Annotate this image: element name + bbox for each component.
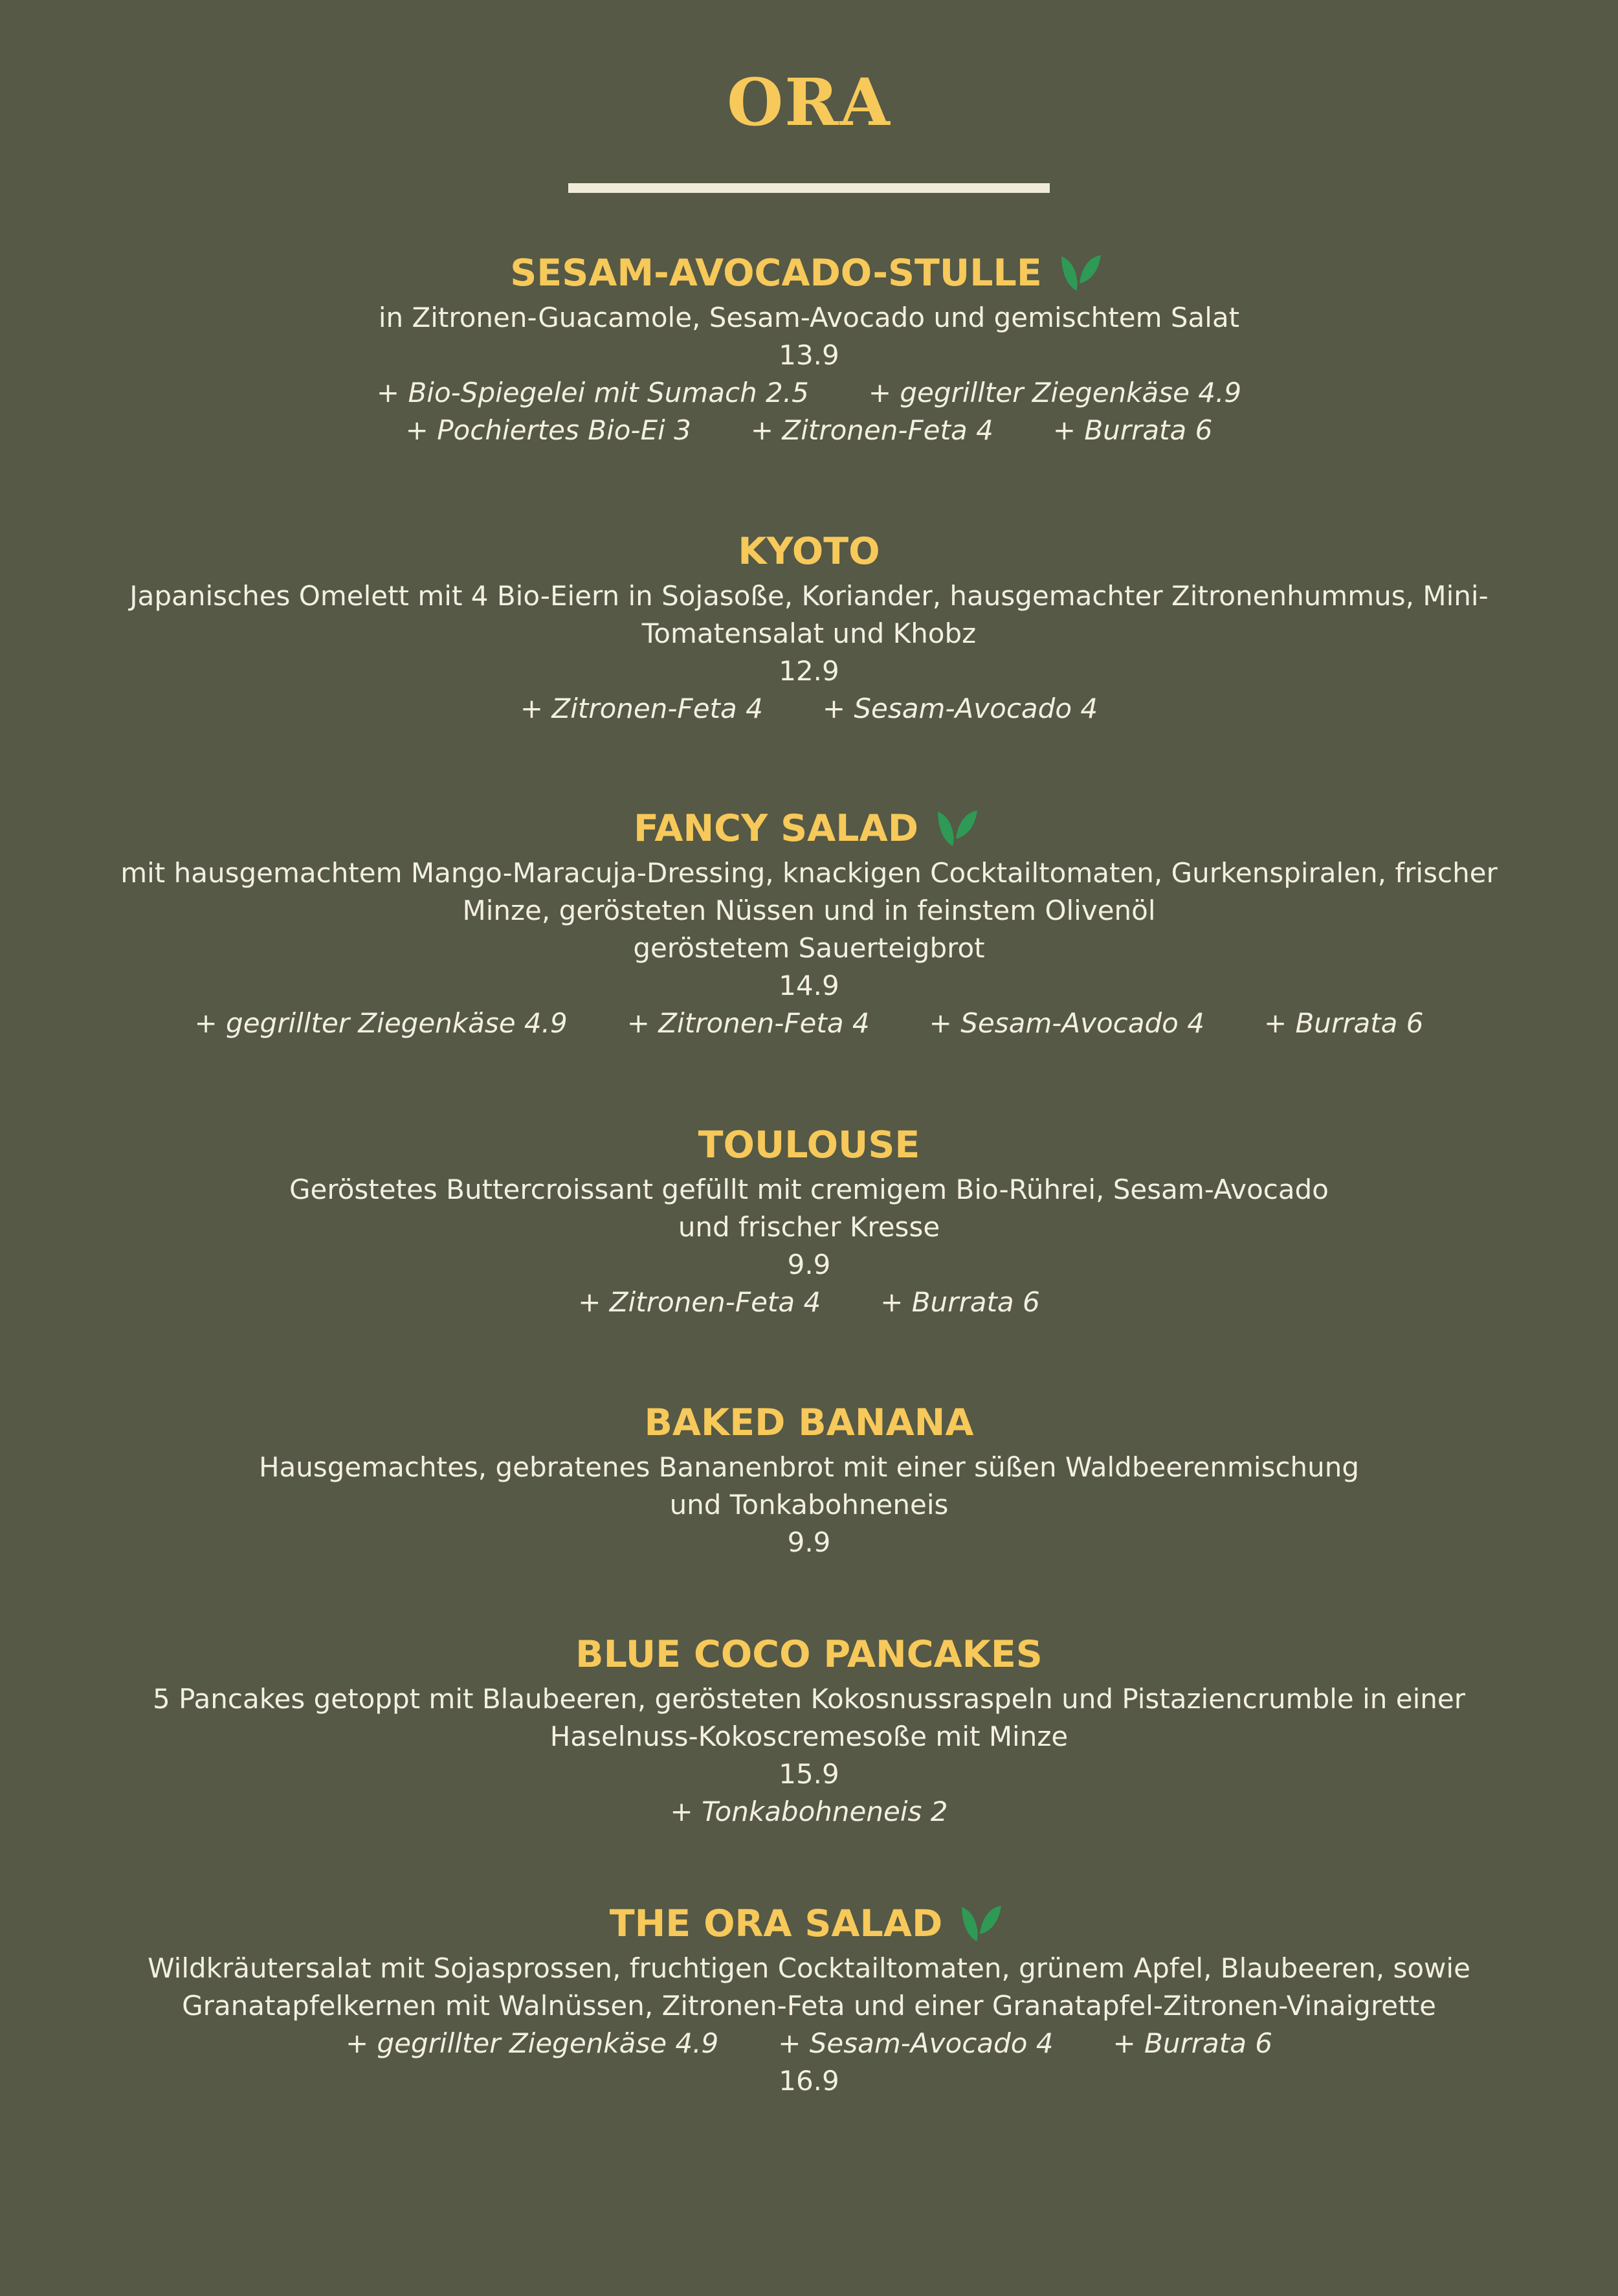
menu-item-fancy-salad (0, 803, 1618, 1042)
item-title: SESAM-AVOCADO-STULLE (510, 251, 1042, 295)
item-description: 5 Pancakes getoppt mit Blaubeeren, gerösteten Kokosnussraspeln und Pistaziencrumble in einer (153, 1683, 1465, 1715)
item-addons-row (0, 1284, 1618, 1321)
menu-item-kyoto (0, 526, 1618, 728)
leaf-icon (950, 1900, 1008, 1947)
addon-option: + Burrata 6 (880, 1286, 1040, 1318)
addon-option: + Sesam-Avocado 4 (778, 2027, 1054, 2059)
menu-item-toulouse (0, 1119, 1618, 1321)
item-description: Minze, gerösteten Nüssen und in feinstem Olivenöl (462, 895, 1156, 926)
item-title: FANCY SALAD (633, 807, 919, 850)
item-price: 9.9 (787, 1249, 831, 1280)
addon-option: + Tonkabohneneis 2 (670, 1796, 948, 1827)
addon-option: + Zitronen-Feta 4 (578, 1286, 821, 1318)
item-description: mit hausgemachtem Mango-Maracuja-Dressing, knackigen Cocktailtomaten, Gurkenspiralen, frischer (120, 857, 1498, 889)
addon-option: + gegrillter Ziegenkäse 4.9 (345, 2027, 719, 2059)
addon-option: + Sesam-Avocado 4 (929, 1007, 1204, 1039)
item-price: 12.9 (779, 655, 839, 687)
item-description: Tomatensalat und Khobz (641, 618, 977, 649)
item-description: geröstetem Sauerteigbrot (633, 932, 985, 964)
title-divider (568, 183, 1050, 193)
addon-option: + Zitronen-Feta 4 (750, 414, 993, 446)
item-description: in Zitronen-Guacamole, Sesam-Avocado und gemischtem Salat (378, 302, 1240, 333)
item-description: Japanisches Omelett mit 4 Bio-Eiern in Sojasoße, Koriander, hausgemachter Zitronenhummus, Mini- (129, 580, 1489, 612)
item-description: und Tonkabohneneis (669, 1489, 949, 1521)
item-price: 15.9 (779, 1758, 839, 1790)
addon-option: + Zitronen-Feta 4 (626, 1007, 870, 1039)
item-title: THE ORA SALAD (609, 1902, 943, 1945)
brand-logo: ORA (727, 64, 891, 140)
leaf-icon (1050, 250, 1108, 296)
item-price: 14.9 (779, 970, 839, 1001)
item-addons-row (0, 690, 1618, 728)
menu-item-the-ora-salad (0, 1898, 1618, 2100)
item-addons-row (0, 374, 1618, 412)
menu-item-baked-banana (0, 1397, 1618, 1561)
addon-option: + Sesam-Avocado 4 (822, 693, 1098, 724)
addon-option: + Bio-Spiegelei mit Sumach 2.5 (376, 377, 809, 408)
addon-option: + Burrata 6 (1052, 414, 1213, 446)
menu-item-sesam-avocado-stulle (0, 247, 1618, 449)
item-addons-row (0, 2025, 1618, 2062)
item-description: Granatapfelkernen mit Walnüssen, Zitronen-Feta und einer Granatapfel-Zitronen-Vinaigrette (182, 1990, 1436, 2022)
item-description: Geröstetes Buttercroissant gefüllt mit cremigem Bio-Rührei, Sesam-Avocado (289, 1174, 1329, 1205)
item-addons-row (0, 1793, 1618, 1831)
item-title: KYOTO (738, 529, 880, 573)
addon-option: + gegrillter Ziegenkäse 4.9 (194, 1007, 568, 1039)
item-price: 13.9 (779, 339, 839, 371)
addon-option: + Pochiertes Bio-Ei 3 (405, 414, 691, 446)
addon-option: + gegrillter Ziegenkäse 4.9 (868, 377, 1242, 408)
item-price: 16.9 (779, 2065, 839, 2097)
item-title: BLUE COCO PANCAKES (575, 1633, 1043, 1676)
leaf-icon (926, 805, 984, 852)
item-addons-row (0, 1005, 1618, 1042)
item-title: TOULOUSE (698, 1123, 920, 1166)
menu-item-blue-coco-pancakes (0, 1629, 1618, 1831)
item-description: Wildkräutersalat mit Sojasprossen, fruchtigen Cocktailtomaten, grünem Apfel, Blaubeeren, sowie (148, 1952, 1470, 1984)
item-description: Hausgemachtes, gebratenes Bananenbrot mit einer süßen Waldbeerenmischung (258, 1451, 1360, 1483)
addon-option: + Burrata 6 (1113, 2027, 1273, 2059)
item-addons-row (0, 412, 1618, 449)
item-title: BAKED BANANA (644, 1401, 974, 1444)
item-description: Haselnuss-Kokoscremesoße mit Minze (549, 1721, 1069, 1752)
addon-option: + Burrata 6 (1263, 1007, 1424, 1039)
addon-option: + Zitronen-Feta 4 (520, 693, 763, 724)
item-price: 9.9 (787, 1526, 831, 1558)
item-description: und frischer Kresse (678, 1211, 940, 1243)
